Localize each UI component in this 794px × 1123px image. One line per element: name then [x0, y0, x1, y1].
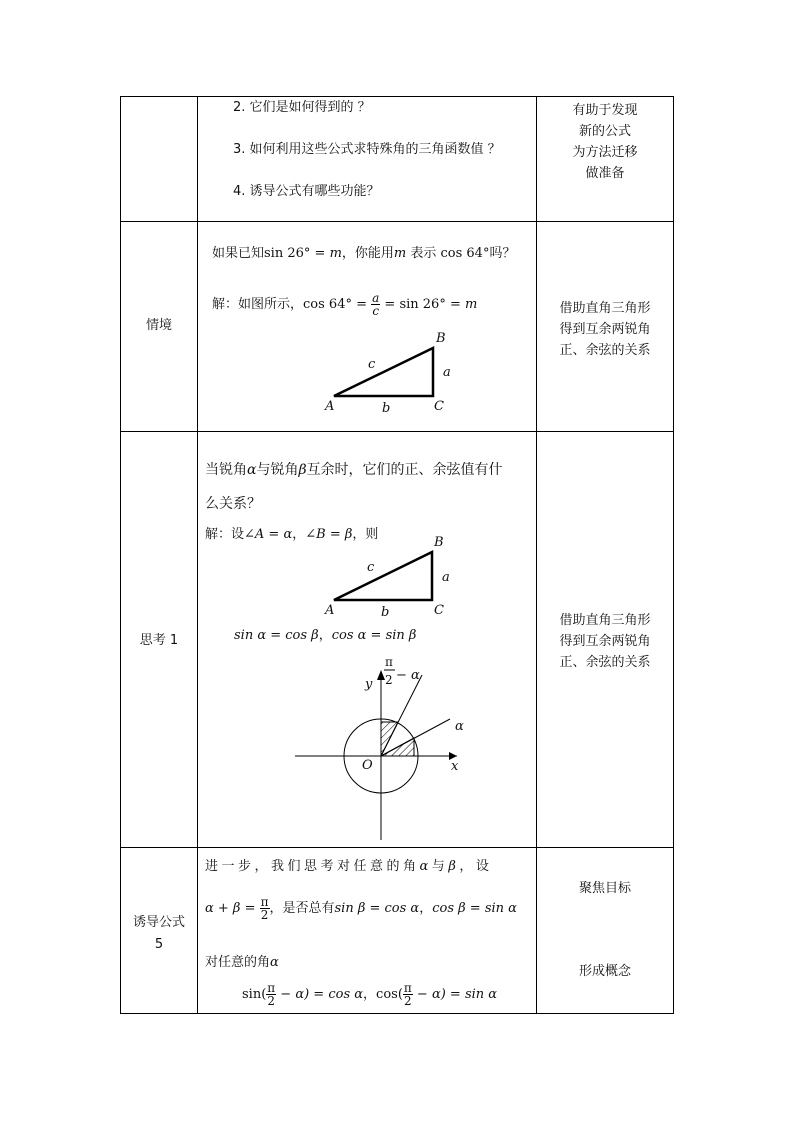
triangle-shape	[334, 348, 433, 396]
think-question-line2: 么关系？	[205, 496, 261, 512]
vertex-c-label: C	[434, 603, 444, 618]
vertex-b-label: B	[436, 331, 446, 346]
row-divider-1	[120, 221, 674, 222]
complementary-relations: sin α = cos β，cos α = sin β	[234, 628, 417, 643]
row1-note-line: 有助于发现	[572, 103, 638, 118]
extension-paragraph: 进一步，我们思考对任意的角α与β，设	[205, 859, 493, 874]
side-a-label: a	[442, 570, 450, 585]
row2-note-line: 正、余弦的关系	[559, 343, 651, 358]
right-triangle-figure-2	[320, 530, 460, 620]
y-axis-arrow-icon	[377, 670, 385, 680]
table-border-right	[673, 96, 674, 1014]
row1-note	[537, 100, 673, 184]
question-item-3: 3. 如何利用这些公式求特殊角的三角函数值 ？	[233, 142, 501, 157]
unit-circle-figure	[285, 650, 485, 845]
column-divider-1	[197, 96, 198, 1014]
side-b-label: b	[381, 605, 390, 620]
vertex-a-label: A	[325, 603, 335, 618]
table-border-top	[120, 96, 674, 97]
side-c-label: c	[368, 357, 376, 372]
side-a-label: a	[443, 365, 451, 380]
row2-note	[537, 298, 673, 361]
row2-note-line: 借助直角三角形	[559, 301, 651, 316]
column-divider-2	[536, 96, 537, 1014]
row1-note-line: 为方法迁移	[572, 145, 638, 160]
row3-note-line: 得到互余两锐角	[559, 634, 651, 649]
x-axis-label: x	[451, 759, 459, 774]
two-label: 2	[385, 673, 393, 687]
row3-label: 思考 1	[139, 633, 179, 648]
any-angle-text: 对任意的角α	[205, 955, 279, 970]
origin-label: O	[362, 758, 373, 773]
triangle-shape	[334, 552, 432, 600]
right-triangle-figure	[320, 328, 460, 418]
row1-note-line: 做准备	[585, 166, 625, 181]
question-item-2: 2. 它们是如何得到的 ？	[233, 100, 371, 115]
think-question-line1: 当锐角α与锐角β互余时，它们的正、余弦值有什	[205, 462, 503, 478]
side-c-label: c	[367, 560, 375, 575]
row3-note-line: 正、余弦的关系	[559, 655, 651, 670]
vertex-a-label: A	[325, 399, 335, 414]
row-divider-2	[120, 431, 674, 432]
table-border-left	[120, 96, 121, 1014]
y-axis-label: y	[365, 677, 373, 692]
row4-label-line: 诱导公式	[132, 915, 185, 930]
row1-note-line: 新的公式	[578, 124, 631, 139]
situation-question: 如果已知sin 26° = m，你能用m 表示 cos 64°吗？	[212, 246, 516, 261]
row4-note-concept: 形成概念	[578, 964, 631, 979]
row4-label	[121, 912, 197, 956]
row3-note	[537, 610, 673, 673]
vertex-c-label: C	[434, 399, 444, 414]
sum-condition-line: α + β = $\frac{\pi}{2}$ ，是否总有sin β = cos α，cos β = sin α	[205, 895, 517, 922]
row3-note-line: 借助直角三角形	[559, 613, 651, 628]
pi-label: π	[385, 655, 393, 669]
complement-angle-label: − α	[396, 668, 420, 683]
situation-solution: 解：如图所示，cos 64° = $\frac{a}{c}$ = sin 26° = m	[212, 291, 478, 318]
row2-label: 情境	[145, 318, 172, 333]
row4-label-line: 5	[154, 937, 164, 952]
side-b-label: b	[382, 401, 391, 416]
vertex-b-label: B	[434, 535, 444, 550]
question-item-4: 4. 诱导公式有哪些功能？	[233, 184, 380, 199]
row2-note-line: 得到互余两锐角	[559, 322, 651, 337]
table-border-bottom	[120, 1013, 674, 1014]
alpha-label: α	[455, 719, 464, 734]
row-divider-3	[120, 847, 674, 848]
induction-formula-5: sin( $\frac{\pi}{2}$ − α) = cos α，cos( $\frac{\pi}{2}$ − α) = sin α	[242, 981, 498, 1008]
think-solution-setup: 解：设∠A = α，∠B = β，则	[205, 527, 379, 542]
row4-note-focus: 聚焦目标	[578, 881, 631, 896]
